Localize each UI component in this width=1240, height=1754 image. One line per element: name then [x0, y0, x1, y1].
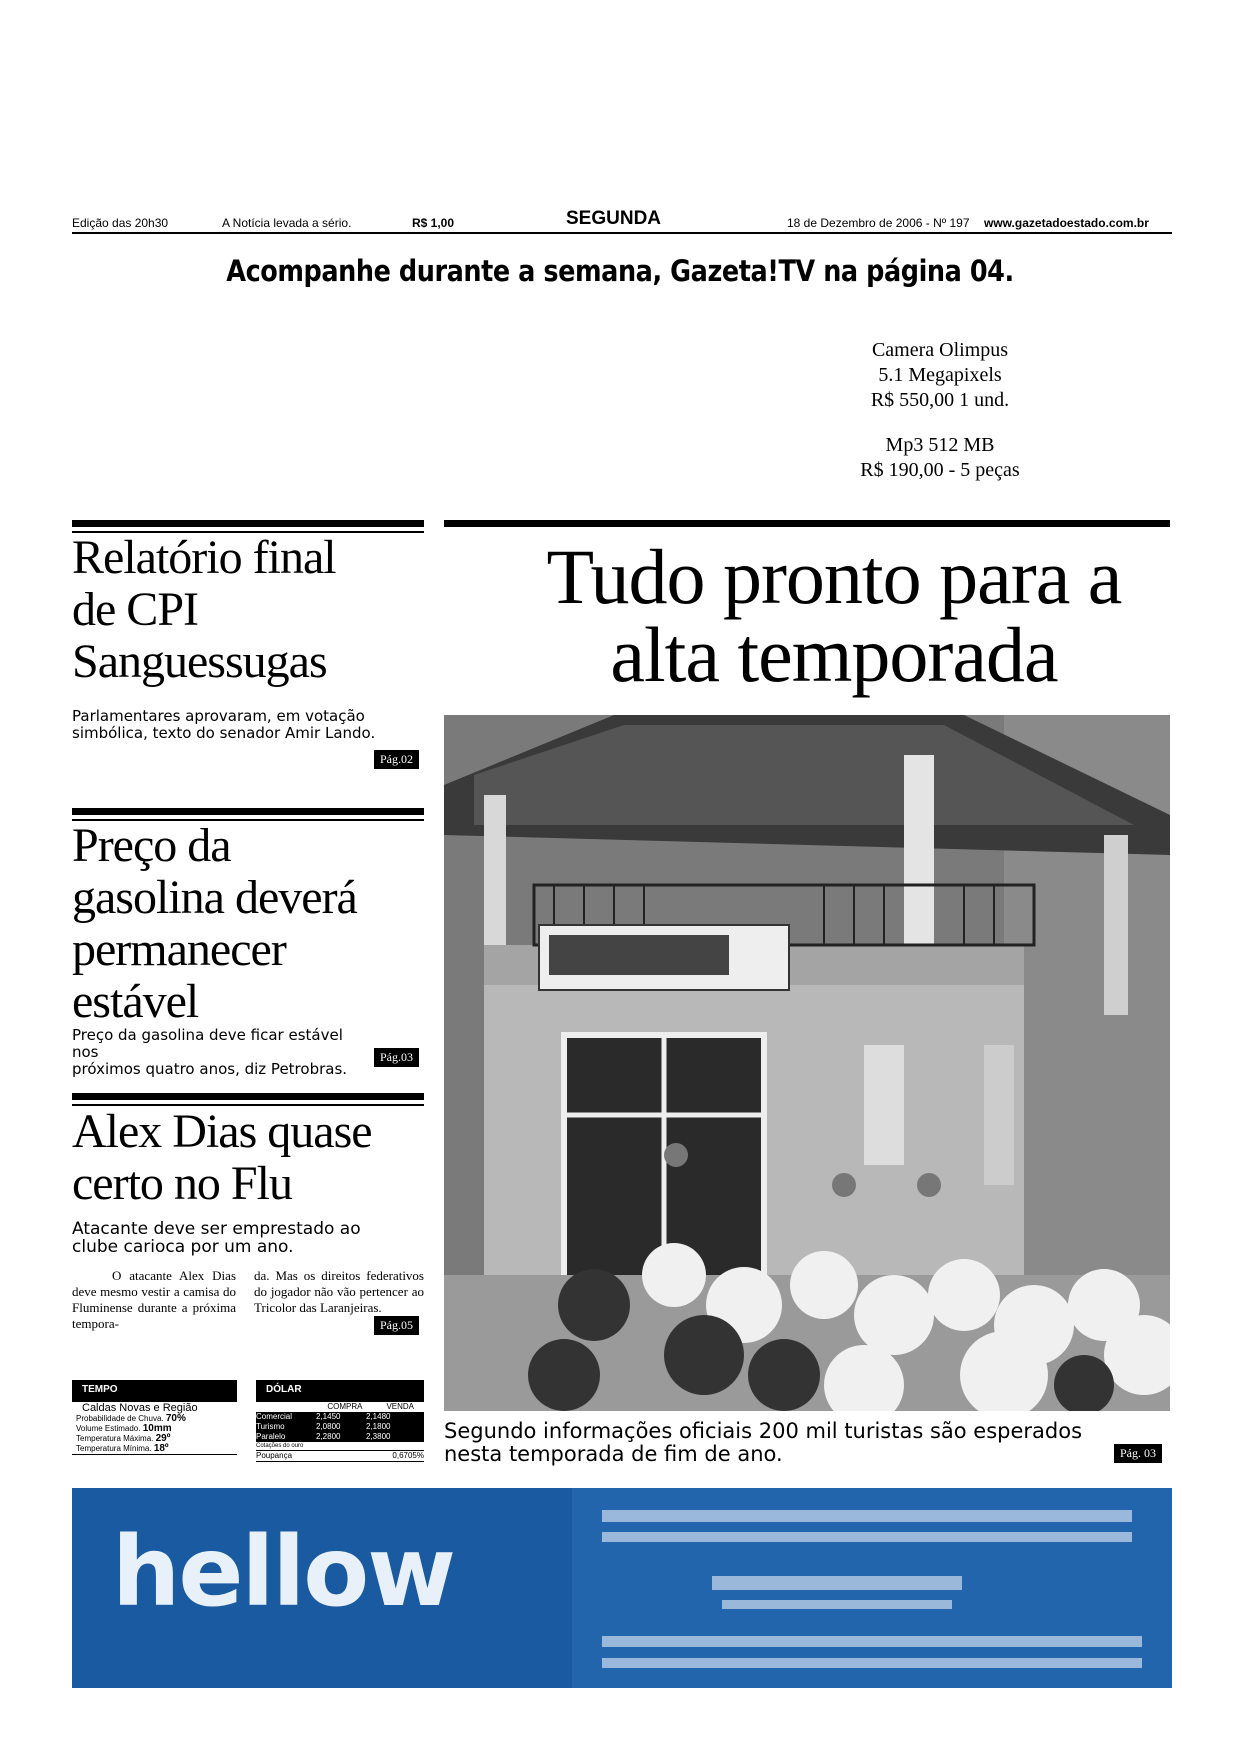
- story-rule: [72, 808, 424, 815]
- story-rule: [72, 520, 424, 527]
- dollar-box: [256, 1380, 424, 1462]
- weather-row: Temperatura Máxima. 29º: [76, 1433, 171, 1444]
- price: R$ 1,00: [412, 216, 455, 230]
- classified-line: Mp3 512 MB: [885, 434, 995, 456]
- dollar-row: Turismo 2,0800 2,1800: [256, 1422, 424, 1432]
- story3-deck: Atacante deve ser emprestado ao clube carioca por um ano.: [72, 1219, 361, 1257]
- story3-body-col1: O atacante Alex Dias deve mesmo vestir a camisa do Fluminense durante a próxima tempora-: [72, 1268, 236, 1331]
- dollar-header: COMPRA VENDA: [327, 1402, 414, 1411]
- masthead-rule: [72, 232, 1172, 234]
- main-page-ref[interactable]: Pág. 03: [1114, 1444, 1162, 1463]
- main-photo[interactable]: [444, 715, 1170, 1411]
- date-issue: 18 de Dezembro de 2006 - Nº 197: [787, 216, 970, 230]
- story1-headline[interactable]: Relatório final de CPI Sanguessugas: [72, 531, 336, 688]
- story2-headline[interactable]: Preço da gasolina deverá permanecer estável: [72, 819, 357, 1028]
- weather-row: Temperatura Mínima. 18º: [76, 1443, 169, 1454]
- photo-illustration: [444, 715, 1170, 1411]
- classified-line: R$ 190,00 - 5 peças: [860, 459, 1020, 481]
- main-headline[interactable]: Tudo pronto para a alta temporada: [546, 533, 1122, 698]
- weather-row: Volume Estimado. 10mm: [76, 1423, 172, 1434]
- dollar-row: Paralelo 2,2800 2,3800: [256, 1432, 424, 1442]
- ad-brand-logo: hellow: [112, 1516, 454, 1628]
- story2-deck: Preço da gasolina deve ficar estável nos próximos quatro anos, diz Petrobras.: [72, 1026, 348, 1078]
- edition-label: Edição das 20h30: [72, 216, 169, 230]
- weather-row: Probabilidade de Chuva. 70%: [76, 1413, 186, 1424]
- story3-body-col2: da. Mas os direitos federativos do jogador não vão pertencer ao Tricolor das Laranjeiras.: [254, 1268, 424, 1315]
- story3-headline[interactable]: Alex Dias quase certo no Flu: [72, 1105, 372, 1210]
- dollar-title: DÓLAR: [256, 1380, 424, 1402]
- slogan: A Notícia levada a sério.: [222, 216, 352, 230]
- website-url[interactable]: www.gazetadoestado.com.br: [984, 216, 1149, 230]
- hellow-ad-banner[interactable]: [72, 1488, 1172, 1688]
- poupanca-row: Poupança 0,6705%: [256, 1451, 424, 1460]
- story3-page-ref[interactable]: Pág.05: [374, 1316, 419, 1335]
- main-rule: [444, 520, 1170, 527]
- story2-page-ref[interactable]: Pág.03: [374, 1048, 419, 1067]
- classified-line: R$ 550,00 1 und.: [870, 389, 1010, 411]
- promo-banner: Acompanhe durante a semana, Gazeta!TV na página 04.: [226, 254, 1014, 288]
- classified-line: 5.1 Megapixels: [878, 364, 1002, 386]
- weather-region: Caldas Novas e Região: [82, 1402, 198, 1414]
- dollar-row: Comercial 2,1450 2,1480: [256, 1412, 424, 1422]
- photo-caption: Segundo informações oficiais 200 mil turistas são esperados nesta temporada de fim de ano.: [444, 1419, 1083, 1466]
- classified-ad: [800, 338, 1080, 483]
- weekday: SEGUNDA: [566, 208, 662, 229]
- weather-title: TEMPO: [72, 1380, 237, 1402]
- story1-page-ref[interactable]: Pág.02: [374, 750, 419, 769]
- masthead: [72, 208, 1172, 232]
- classified-line: Camera Olimpus: [871, 339, 1009, 361]
- gold-note: Cotações do ouro: [256, 1443, 304, 1449]
- story-rule: [72, 1093, 424, 1100]
- weather-box: [72, 1380, 237, 1455]
- story1-deck: Parlamentares aprovaram, em votação simbólica, texto do senador Amir Lando.: [72, 707, 376, 742]
